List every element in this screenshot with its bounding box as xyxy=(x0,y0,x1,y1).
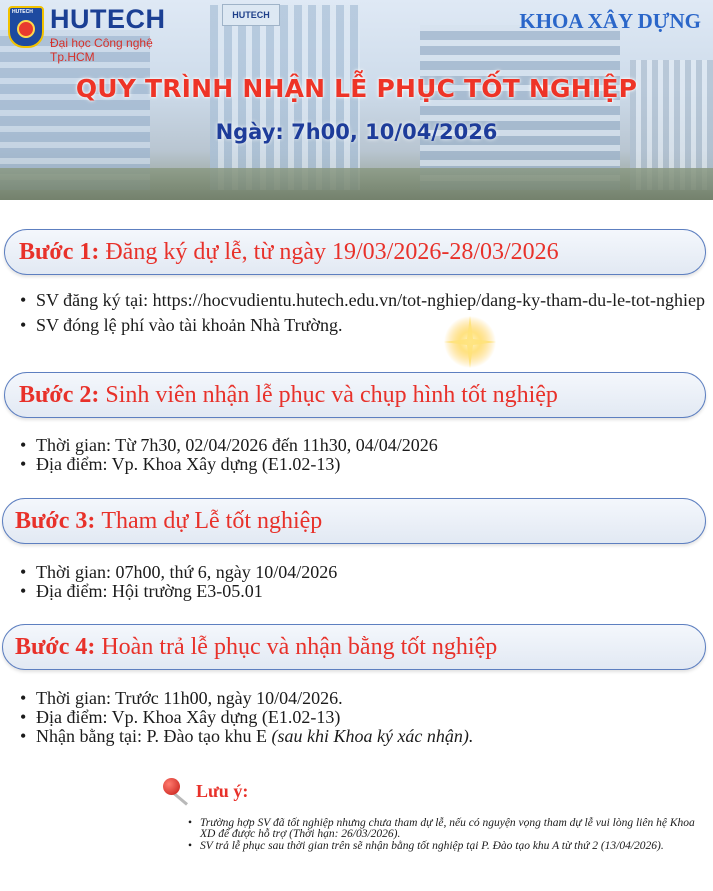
list-item-note: (sau khi Khoa ký xác nhận). xyxy=(271,726,474,746)
faculty-name: KHOA XÂY DỰNG xyxy=(519,9,701,33)
note-item: • Trường hợp SV đã tốt nghiệp nhưng chưa tham dự lễ, nếu có nguyện vọng tham dự lễ vui lòng liên hệ Khoa XD để được hỗ trợ (Thời hạn: 26/03/2026). xyxy=(186,818,706,840)
step-title: Đăng ký dự lễ, từ ngày 19/03/2026-28/03/2026 xyxy=(105,238,559,265)
step-title: Sinh viên nhận lễ phục và chụp hình tốt nghiệp xyxy=(105,381,558,408)
step-4-list xyxy=(20,689,473,746)
building-sign: HUTECH xyxy=(222,4,280,26)
step-label: Bước 1: xyxy=(19,238,100,265)
background-building xyxy=(420,25,620,190)
background-ground xyxy=(0,168,713,200)
list-item: • Thời gian: Từ 7h30, 02/04/2026 đến 11h30, 04/04/2026 xyxy=(20,436,438,455)
list-item: • Địa điểm: Vp. Khoa Xây dựng (E1.02-13) xyxy=(20,455,438,474)
note-header xyxy=(160,776,248,806)
page-title: QUY TRÌNH NHẬN LỄ PHỤC TỐT NGHIỆP xyxy=(75,74,638,103)
step-label: Bước 2: xyxy=(19,381,100,408)
hutech-logo xyxy=(8,4,183,64)
list-item: • SV đăng ký tại: https://hocvudientu.hutech.edu.vn/tot-nghiep/dang-ky-tham-du-le-tot-nghiep xyxy=(20,289,710,311)
note-title: Lưu ý: xyxy=(196,780,249,801)
step-label: Bước 3: xyxy=(15,507,96,534)
list-item: • Thời gian: 07h00, thứ 6, ngày 10/04/2026 xyxy=(20,563,337,582)
step-title: Hoàn trả lễ phục và nhận bằng tốt nghiệp xyxy=(101,633,498,660)
step-title: Tham dự Lễ tốt nghiệp xyxy=(101,507,323,534)
logo-subtitle: Đại học Công nghệ Tp.HCM xyxy=(50,36,153,64)
pushpin-icon xyxy=(160,776,194,806)
logo-shield-icon: HUTECH xyxy=(8,6,44,48)
note-list xyxy=(186,818,706,853)
step-1-list xyxy=(20,289,710,339)
event-date: Ngày: 7h00, 10/04/2026 xyxy=(215,120,498,144)
step-3-list xyxy=(20,563,337,601)
logo-name: HUTECH xyxy=(50,4,166,34)
header-banner xyxy=(0,0,713,200)
step-2-header xyxy=(4,372,706,418)
step-1-header xyxy=(4,229,706,275)
step-3-header xyxy=(2,498,706,544)
note-item: • SV trả lễ phục sau thời gian trên sẽ nhận bằng tốt nghiệp tại P. Đào tạo khu A từ thứ 2 (13/04/2026). xyxy=(186,841,706,852)
list-item: • Địa điểm: Vp. Khoa Xây dựng (E1.02-13) xyxy=(20,708,473,727)
list-item xyxy=(20,727,473,746)
step-4-header xyxy=(2,624,706,670)
step-2-list xyxy=(20,436,438,474)
list-item: • Địa điểm: Hội trường E3-05.01 xyxy=(20,582,337,601)
list-item: • Thời gian: Trước 11h00, ngày 10/04/2026. xyxy=(20,689,473,708)
step-label: Bước 4: xyxy=(15,633,96,660)
list-item-text: Nhận bằng tại: P. Đào tạo khu E xyxy=(36,726,267,746)
list-item: • SV đóng lệ phí vào tài khoản Nhà Trường. xyxy=(20,314,710,336)
